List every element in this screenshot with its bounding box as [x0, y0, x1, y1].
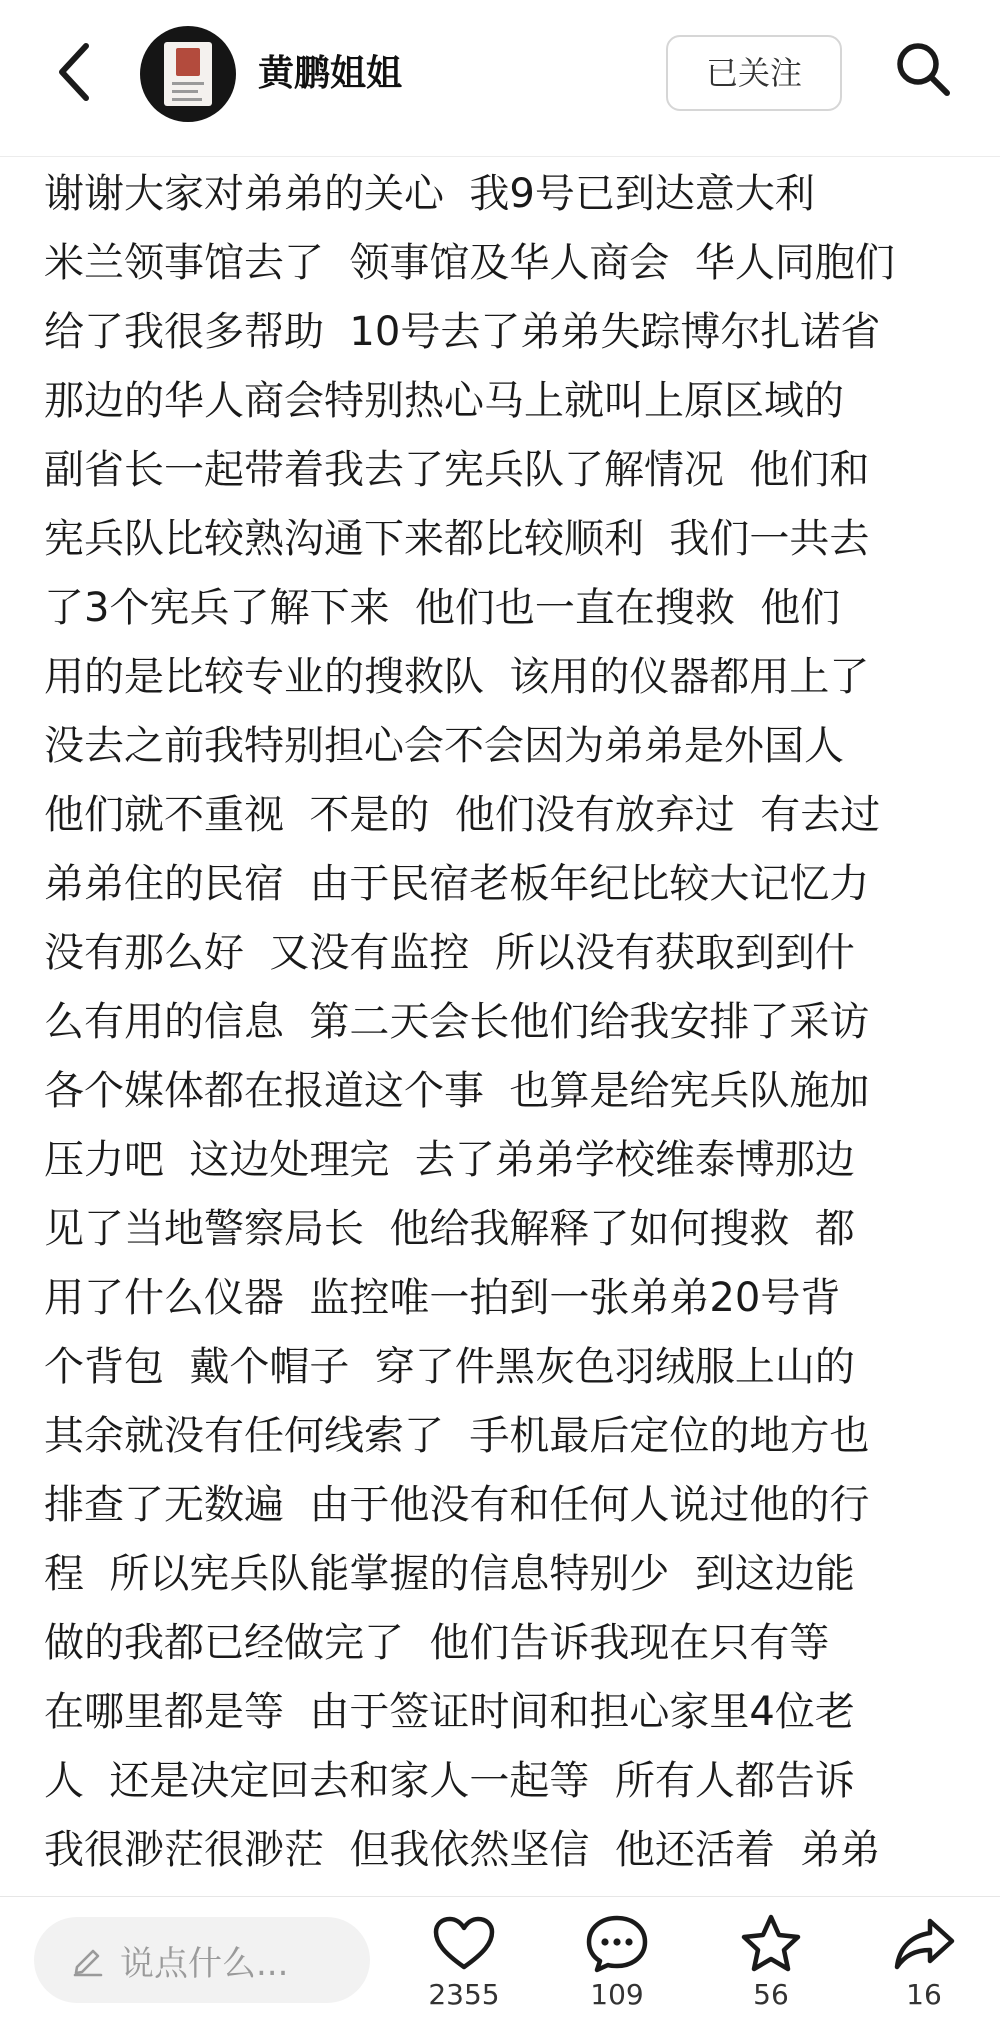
post-text-line: 没有那么好 又没有监控 所以没有获取到到什 [44, 930, 855, 976]
post-text-line: 他们就不重视 不是的 他们没有放弃过 有去过 [44, 792, 881, 838]
comment-placeholder: 说点什么... [120, 1943, 289, 1984]
post-text-line: 用的是比较专业的搜救队 该用的仪器都用上了 [44, 654, 870, 700]
share-arrow-icon [869, 1911, 979, 1977]
comment-bubble-icon [562, 1911, 672, 1977]
post-text-line: 程 所以宪兵队能掌握的信息特别少 到这边能 [44, 1551, 855, 1597]
post-text-line: 各个媒体都在报道这个事 也算是给宪兵队施加 [44, 1068, 870, 1114]
post-text-line: 宪兵队比较熟沟通下来都比较顺利 我们一共去 [44, 516, 870, 562]
post-text-line: 了3个宪兵了解下来 他们也一直在搜救 他们 [44, 585, 841, 631]
post-text-line: 其余就没有任何线索了 手机最后定位的地方也 [44, 1413, 870, 1459]
post-text-line: 么有用的信息 第二天会长他们给我安排了采访 [44, 999, 870, 1045]
post-text-line: 见了当地警察局长 他给我解释了如何搜救 都 [44, 1206, 855, 1252]
post-text-line: 副省长一起带着我去了宪兵队了解情况 他们和 [44, 447, 870, 493]
post-text-line: 米兰领事馆去了 领事馆及华人商会 华人同胞们 [44, 240, 895, 286]
post-text-line: 个背包 戴个帽子 穿了件黑灰色羽绒服上山的 [44, 1344, 855, 1390]
share-count: 16 [906, 1978, 942, 2011]
post-text-line: 给了我很多帮助 10号去了弟弟失踪博尔扎诺省 [44, 309, 881, 355]
post-text-line: 那边的华人商会特别热心马上就叫上原区域的 [44, 378, 844, 424]
pencil-icon [70, 1942, 106, 1978]
post-content [44, 160, 964, 1885]
back-button[interactable] [44, 36, 104, 112]
post-text-line: 我很渺茫很渺茫 但我依然坚信 他还活着 弟弟 [44, 1827, 881, 1873]
post-text-line: 压力吧 这边处理完 去了弟弟学校维泰博那边 [44, 1137, 855, 1183]
favorite-count: 56 [753, 1978, 789, 2011]
post-text-line: 弟弟住的民宿 由于民宿老板年纪比较大记忆力 [44, 861, 870, 907]
like-count: 2355 [428, 1978, 500, 2011]
post-text-line: 人 还是决定回去和家人一起等 所有人都告诉 [44, 1758, 855, 1804]
heart-icon [409, 1911, 519, 1977]
comment-button[interactable] [562, 1911, 672, 2023]
favorite-button[interactable] [716, 1911, 826, 2023]
share-button[interactable] [869, 1911, 979, 2023]
comment-input[interactable] [34, 1917, 370, 2003]
like-button[interactable] [409, 1911, 519, 2023]
post-text-line: 排查了无数遍 由于他没有和任何人说过他的行 [44, 1482, 870, 1528]
bottom-action-bar [0, 1896, 1000, 2030]
star-icon [716, 1911, 826, 1977]
post-text-line: 谢谢大家对弟弟的关心 我9号已到达意大利 [44, 171, 815, 217]
username[interactable]: 黄鹏姐姐 [258, 53, 403, 94]
search-icon [893, 39, 953, 103]
comment-count: 109 [590, 1978, 644, 2011]
post-text-line: 用了什么仪器 监控唯一拍到一张弟弟20号背 [44, 1275, 841, 1321]
post-text-line: 没去之前我特别担心会不会因为弟弟是外国人 [44, 723, 844, 769]
avatar[interactable] [140, 26, 236, 122]
follow-button[interactable]: 已关注 [666, 35, 842, 111]
post-text-line: 做的我都已经做完了 他们告诉我现在只有等 [44, 1620, 830, 1666]
top-navigation-bar [0, 0, 1000, 157]
search-button[interactable] [888, 34, 958, 108]
post-text-line: 在哪里都是等 由于签证时间和担心家里4位老 [44, 1689, 855, 1735]
chevron-left-icon [54, 41, 94, 107]
id-card-image [164, 42, 212, 106]
